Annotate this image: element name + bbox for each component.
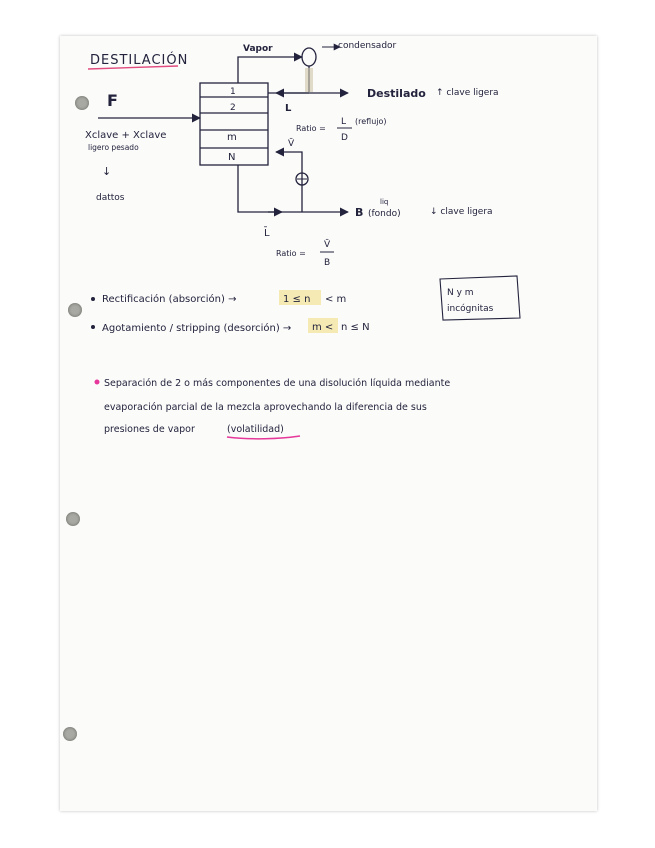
stage-n-label: N (228, 152, 236, 163)
bottom-liquid-label: L̄ (264, 228, 270, 239)
feed-composition-sub: ligero pesado (88, 143, 139, 152)
ratio-top-label: Ratio = (296, 124, 326, 133)
bullet-dot-1 (91, 297, 95, 301)
definition-line-3: presiones de vapor (104, 424, 195, 435)
ratio-bottom-label: Ratio = (276, 249, 306, 258)
feed-down-arrow: ↓ (102, 165, 112, 178)
stage-m-label: m (227, 132, 237, 143)
condenser-symbol (302, 48, 316, 66)
bullet-2-text: Agotamiento / stripping (desorción) → (102, 323, 292, 334)
bullet-1-text: Rectificación (absorción) → (102, 294, 237, 305)
definition-underline (227, 436, 300, 439)
condensate-drum (305, 68, 313, 92)
bullet-dot-2 (91, 325, 95, 329)
bottoms-liquid-note: liq (380, 198, 389, 206)
stage-2-label: 2 (230, 103, 236, 113)
unknowns-line-2: incógnitas (447, 304, 494, 314)
bottoms-note: (fondo) (368, 209, 401, 219)
definition-line-2: evaporación parcial de la mezcla aprovechando la diferencia de sus (104, 402, 427, 413)
boilup-line (276, 152, 302, 212)
bullet-1-range: 1 ≤ n (283, 294, 311, 305)
reflux-label: L (285, 103, 292, 114)
bottoms-line (238, 165, 348, 212)
distillate-key-note: ↑ clave ligera (436, 88, 499, 98)
bottoms-key-note: ↓ clave ligera (430, 207, 493, 217)
bullet-2-range: m < (312, 322, 334, 333)
bottoms-label: B (355, 206, 364, 219)
vapor-label: Vapor (243, 44, 273, 54)
definition-highlight: (volatilidad) (227, 424, 284, 435)
vapor-line (238, 57, 302, 83)
distillate-label: Destilado (367, 87, 426, 100)
condenser-label: condensador (338, 41, 397, 51)
ratio-top-note: (reflujo) (355, 117, 387, 126)
ratio-bottom-numerator: V̄ (324, 240, 331, 250)
definition-line-1: Separación de 2 o más componentes de una disolución líquida mediante (104, 378, 451, 389)
ratio-bottom-denominator: B (324, 258, 331, 268)
bullet-2-rest: n ≤ N (341, 322, 370, 333)
bullet-1-rest: < m (325, 294, 347, 305)
stage-1-label: 1 (230, 87, 236, 97)
ratio-top-denominator: D (341, 133, 348, 143)
page-title: DESTILACIÓN (90, 53, 189, 68)
unknowns-line-1: N y m (447, 288, 474, 298)
feed-note: dattos (96, 193, 125, 203)
feed-label: F (107, 91, 118, 110)
feed-composition: Xclave + Xclave (85, 130, 167, 141)
definition-bullet (95, 380, 100, 385)
ratio-top-numerator: L (341, 117, 347, 127)
boilup-label: V̄ (288, 139, 295, 149)
